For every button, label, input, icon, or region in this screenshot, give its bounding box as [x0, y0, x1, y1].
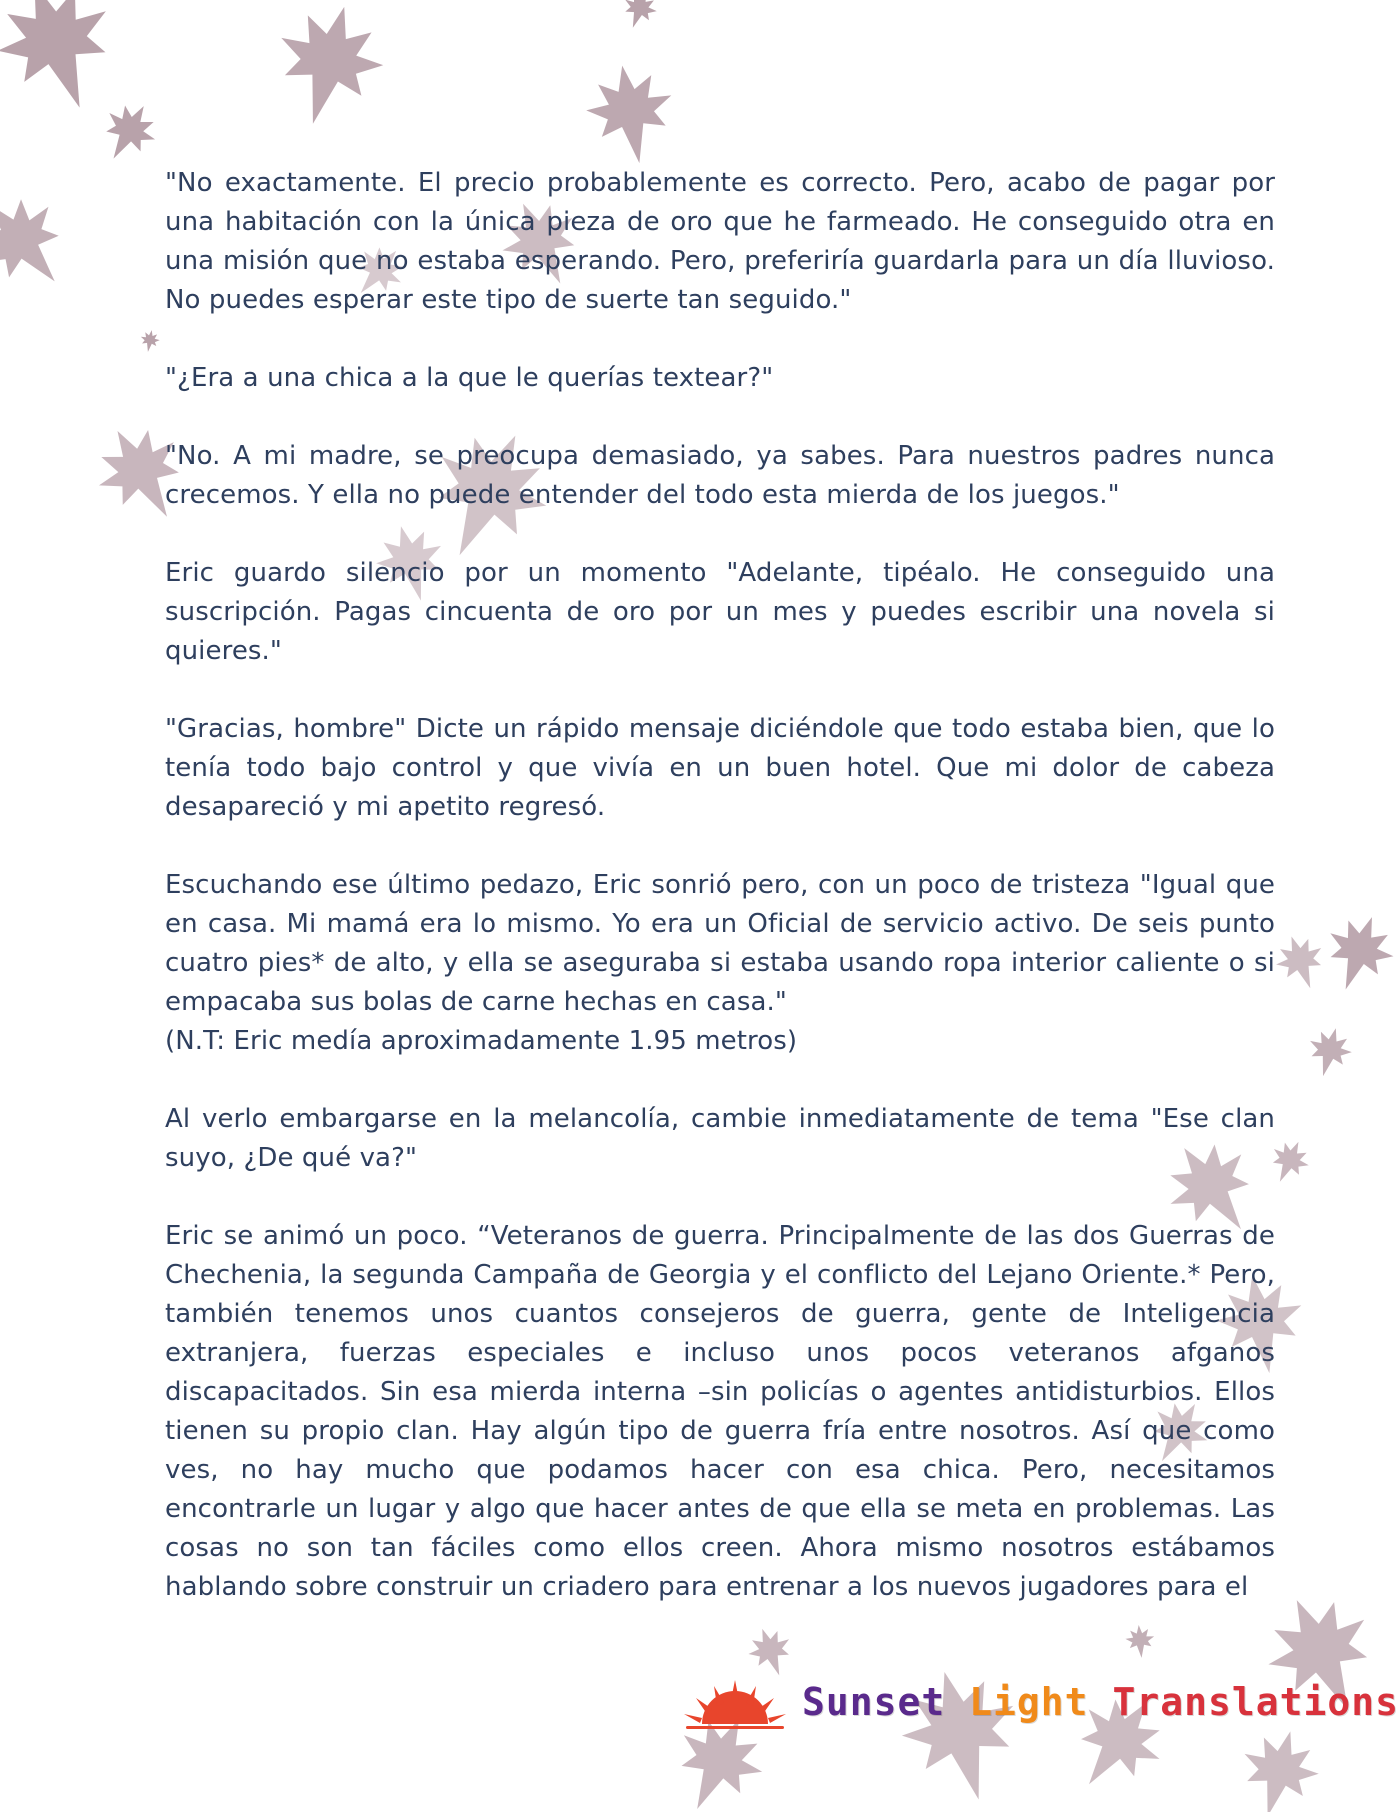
paragraph: Eric se animó un poco. “Veteranos de guerra. Principalmente de las dos Guerras de Chechenia, la segunda Campaña de Georgia y el conflicto del Lejano Oriente.* Pero, también tenemos unos cuantos consejeros de guerra, gente de Inteligencia extranjera, fuerzas especiales e incluso unos pocos veteranos afganos discapacitados. Sin esa mierda interna –sin policías o agentes antidisturbios. Ellos tienen su propio clan. Hay algún tipo de guerra fría entre nosotros. Así que como ves, no hay mucho que podamos hacer con esa chica. Pero, necesitamos encontrarle un lugar y algo que hacer antes de que ella se meta en problemas. Las cosas no son tan fáciles como ellos creen. Ahora mismo nosotros estábamos hablando sobre construir un criadero para entrenar a los nuevos jugadores para el: [165, 1221, 1275, 1602]
document-body: [165, 164, 1275, 1646]
maple-leaf-icon: [1269, 928, 1333, 996]
paragraph: "Gracias, hombre" Dicte un rápido mensaje diciéndole que todo estaba bien, que lo tenía todo bajo control y que vivía en un buen hotel. Que mi dolor de cabeza desapareció y mi apetito regresó.: [165, 714, 1275, 822]
translator-logo: [680, 1676, 1399, 1736]
logo-wordmark: [802, 1680, 1399, 1724]
maple-leaf-icon: [1314, 906, 1400, 1001]
logo-word: Translations: [1112, 1680, 1399, 1724]
paragraph: Eric guardo silencio por un momento "Adelante, tipéalo. He conseguido una suscripción. Pagas cincuenta de oro por un mes y puedes escribir una novela si quieres.": [165, 558, 1275, 666]
maple-leaf-icon: [0, 0, 134, 127]
sunset-icon: [680, 1676, 790, 1732]
maple-leaf-icon: [262, 0, 395, 137]
paragraph: "¿Era a una chica a la que le querías textear?": [165, 363, 774, 393]
maple-leaf-icon: [580, 58, 682, 170]
paragraph-with-note: [165, 866, 1275, 1061]
logo-word: Light: [969, 1680, 1089, 1724]
maple-leaf-icon: [617, 0, 662, 33]
paragraph: "No exactamente. El precio probablemente es correcto. Pero, acabo de pagar por una habitación con la única pieza de oro que he farmeado. He conseguido otra en una misión que no estaba esperando. Pero, preferiría guardarla para un día lluvioso. No puedes esperar este tipo de suerte tan seguido.": [165, 168, 1275, 315]
paragraph: "No. A mi madre, se preocupa demasiado, ya sabes. Para nuestros padres nunca crecemos. Y ella no puede entender del todo esta mierda de los juegos.": [165, 441, 1275, 510]
paragraph: Escuchando ese último pedazo, Eric sonrió pero, con un poco de tristeza "Igual que en casa. Mi mamá era lo mismo. Yo era un Oficial de servicio activo. De seis punto cuatro pies* de alto, y ella se aseguraba si estaba usando ropa interior caliente o si empacaba sus bolas de carne hechas en casa.": [165, 870, 1275, 1017]
maple-leaf-icon: [138, 328, 161, 353]
maple-leaf-icon: [0, 178, 88, 309]
logo-word: Sunset: [802, 1680, 946, 1724]
maple-leaf-icon: [91, 93, 167, 172]
paragraph: Al verlo embargarse en la melancolía, cambie inmediatamente de tema "Ese clan suyo, ¿De qué va?": [165, 1104, 1275, 1173]
maple-leaf-icon: [1302, 1023, 1357, 1082]
translator-note: (N.T: Eric medía aproximadamente 1.95 metros): [165, 1026, 798, 1056]
